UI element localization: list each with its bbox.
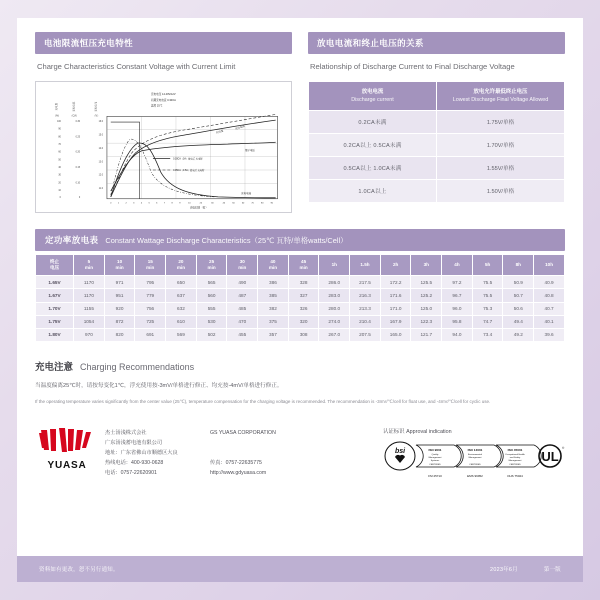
watt-cell: 74.7 [472,315,503,328]
constant-wattage-header [35,229,565,251]
watt-cell: 75.5 [472,276,503,289]
charging-note-en: If the operating temperature varies significantly from the center value (25℃), temperature compensation for the charging voltage is recommended. The recommendation is -3mV/℃/cell for float use, and -4mV/℃/cell for cyclic use. [35,399,491,405]
watt-cell: 779 [135,289,166,302]
discharge-relationship-table [308,81,565,203]
watt-cell: 1054 [74,315,105,328]
watt-cell: 385 [258,289,289,302]
watt-cell: 125.2 [411,289,442,302]
svg-text:（%）: （%） [53,114,61,118]
svg-text:11.0: 11.0 [98,187,104,190]
svg-text:UL: UL [541,448,559,464]
watt-cell: 872 [104,315,135,328]
svg-text:0: 0 [78,196,81,199]
watt-col-header-1: 10 min [104,254,135,275]
company-line [105,468,383,478]
svg-text:90: 90 [58,128,61,131]
svg-text:10: 10 [58,189,61,192]
top-sections [35,32,565,213]
watt-col-header-6: 40 min [258,254,289,275]
charge-curve-svg [36,82,291,212]
watt-header-row [36,254,565,275]
cell-current: 0.5CA以上 1.0CA未满 [309,156,437,179]
svg-text:2: 2 [125,202,127,205]
watt-cell: 122.3 [411,315,442,328]
svg-text:bsi: bsi [394,447,406,455]
svg-text:Environmental: Environmental [468,453,482,456]
ul-mark-icon [539,445,565,467]
cell-current: 1.0CA以上 [309,179,437,202]
watt-cell: 326 [288,302,319,315]
svg-text:90: 90 [270,202,274,205]
bottom-edition: 第一版 [543,567,561,573]
discharge-relationship-header: 放电电流和终止电压的关系 [308,32,565,54]
company-phone: 电话：0757-22620901 [105,470,157,477]
company-line [105,428,383,438]
cert-number-ohs: OHS 75024 [507,473,523,478]
watt-cell: 274.0 [319,315,350,328]
company-info [99,426,383,479]
svg-text:0.15: 0.15 [75,166,81,169]
watt-cell: 328 [288,276,319,289]
watt-cell: 280.0 [319,302,350,315]
table-row [309,110,565,133]
svg-text:Management: Management [428,456,442,459]
constant-wattage-table [35,254,565,342]
svg-text:0.20: 0.20 [75,151,81,154]
watt-cell: 386 [258,276,289,289]
watt-cell: 39.6 [534,328,565,341]
svg-text:（V）: （V） [93,114,100,118]
company-line [105,438,383,448]
watt-col-header-5: 30 min [227,254,258,275]
svg-text:10: 10 [188,202,191,205]
svg-text:0: 0 [110,202,112,205]
watt-cell: 49.2 [503,328,534,341]
constant-wattage-section [35,229,565,342]
watt-cell: 569 [166,328,197,341]
sheet-body [17,18,583,556]
svg-text:ISO 9001: ISO 9001 [428,447,442,452]
watt-cell: 530 [196,315,227,328]
svg-text:CERTIFIED: CERTIFIED [469,463,481,466]
bsi-kitemark-icon [385,442,415,470]
svg-text:CERTIFIED: CERTIFIED [509,463,521,466]
svg-text:6: 6 [156,202,158,205]
watt-col-header-15: 10h [534,254,565,275]
watt-col-header-8: 1h [319,254,350,275]
watt-col-header-final-voltage: 终止 电压 [36,254,74,275]
svg-text:15.0: 15.0 [98,134,104,137]
svg-text:Quality: Quality [431,453,439,456]
discharge-relationship-subtitle: Relationship of Discharge Current to Final Discharge Voltage [310,62,515,71]
svg-text:充电量: 充电量 [55,102,59,111]
svg-text:50: 50 [58,159,61,162]
svg-text:ISO 14001: ISO 14001 [467,447,483,452]
svg-text:9: 9 [179,202,181,205]
svg-text:0.30CA（3A）放电后 充电时: 0.30CA（3A）放电后 充电时 [173,158,203,161]
svg-text:0.05CA（0.5A）放电后 充电时: 0.05CA（0.5A）放电后 充电时 [173,169,205,172]
approval-title-zh: 认证标识 [383,428,405,435]
watt-cell: 632 [166,302,197,315]
svg-text:5: 5 [148,202,150,205]
svg-text:温度 25℃: 温度 25℃ [151,104,163,108]
constant-wattage-title-en: Constant Wattage Discharge Characteristics（25℃ 瓦特/单格watts/Cell） [105,235,348,245]
watt-cell: 490 [227,276,258,289]
watt-col-header-7: 45 min [288,254,319,275]
watt-cell: 382 [258,302,289,315]
svg-text:4: 4 [140,202,143,205]
watt-cell: 40.9 [534,276,565,289]
watt-cell: 971 [104,276,135,289]
watt-col-header-9: 1.5h [350,254,381,275]
svg-text:60: 60 [241,202,245,205]
svg-text:20: 20 [58,182,61,185]
svg-text:3: 3 [133,202,135,205]
svg-text:100: 100 [57,120,61,123]
watt-cell: 637 [166,289,197,302]
table-row [309,179,565,202]
cert-number-fm: FM 45710 [428,473,442,478]
watt-cell: 207.5 [350,328,381,341]
svg-text:充电电流: 充电电流 [241,191,252,195]
watt-col-header-14: 8h [503,254,534,275]
svg-text:0: 0 [59,196,61,199]
svg-text:（CA）: （CA） [70,114,79,118]
table-row [309,133,565,156]
watt-col-header-3: 20 min [166,254,197,275]
svg-text:充电时间（时）: 充电时间（时） [189,206,208,210]
table-header-row [309,81,565,110]
watt-cell: 167.9 [380,315,411,328]
watt-cell: 40.7 [534,302,565,315]
watt-row-label: 1.75V [36,315,74,328]
svg-text:50: 50 [232,202,235,205]
svg-text:Management: Management [508,459,522,462]
watt-cell: 565 [196,276,227,289]
col-header-discharge-current: 放电电流 Discharge current [309,81,437,110]
svg-text:40: 40 [222,202,226,205]
svg-text:7: 7 [163,202,166,205]
svg-text:充电电压: 充电电压 [94,101,98,112]
watt-row-label: 1.65V [36,276,74,289]
datasheet-sheet [17,18,583,582]
watt-cell: 94.0 [442,328,473,341]
watt-cell: 50.9 [503,276,534,289]
watt-cell: 217.5 [350,276,381,289]
watt-cell: 172.2 [380,276,411,289]
watt-cell: 970 [74,328,105,341]
watt-cell: 73.4 [472,328,503,341]
svg-text:30: 30 [58,174,61,177]
watt-cell: 171.0 [380,302,411,315]
charging-note-zh: 当温度偏离25℃时，请按每变化1℃，浮充使用按-3mV/单格进行修正、均充按-4mV/单格进行修正。 [35,383,283,390]
charge-characteristics-subtitle: Charge Characteristics Constant Voltage with Current Limit [37,62,236,71]
watt-cell: 650 [166,276,197,289]
cell-current: 0.2CA未满 [309,110,437,133]
svg-text:初期充电电流 0.30CA: 初期充电电流 0.30CA [151,98,176,102]
watt-table-row [36,315,565,328]
bottom-notice: 资料如有更改，恕不另行通知。 [39,567,119,573]
watt-cell: 283.0 [319,289,350,302]
watt-cell: 455 [227,328,258,341]
svg-text:14.0: 14.0 [98,147,104,150]
company-line [105,458,383,468]
svg-text:Occupational Health: Occupational Health [505,453,525,456]
watt-cell: 96.7 [442,289,473,302]
svg-text:充电电流: 充电电流 [72,101,76,112]
watt-row-label: 1.80V [36,328,74,341]
company-hotline: 热线电话：400-930-0628 [105,460,164,467]
svg-text:20: 20 [199,202,203,205]
table-row [309,156,565,179]
watt-cell: 286.0 [319,276,350,289]
watt-cell: 95.8 [442,315,473,328]
svg-text:®: ® [562,445,565,450]
svg-text:充电电压 14.40V/12V: 充电电压 14.40V/12V [151,92,176,96]
svg-text:70: 70 [251,202,254,205]
svg-text:16.0: 16.0 [98,120,104,123]
svg-text:13.0: 13.0 [98,161,104,164]
company-line [105,448,383,458]
watt-cell: 485 [227,302,258,315]
watt-cell: 795 [135,276,166,289]
company-name-zh: 杰士汤浅株式会社 [105,429,147,436]
watt-cell: 1170 [74,289,105,302]
svg-text:Systems: Systems [430,459,440,462]
approval-title [383,427,565,435]
yuasa-logo [35,426,99,471]
svg-text:70: 70 [58,143,61,146]
discharge-relationship-section [308,32,565,213]
watt-cell: 96.0 [442,302,473,315]
watt-cell: 171.6 [380,289,411,302]
company-subsidiary: 广东汤浅蓄电池有限公司 [105,439,163,446]
col-header-final-voltage: 放电允许最低终止电压 Lowest Discharge Final Voltage Allowed [437,81,565,110]
watt-cell: 165.0 [380,328,411,341]
yuasa-wordmark: YUASA [47,459,87,471]
watt-cell: 725 [135,315,166,328]
watt-cell: 75.3 [472,302,503,315]
svg-text:0.30: 0.30 [75,120,81,123]
watt-cell: 756 [135,302,166,315]
watt-cell: 49.4 [503,315,534,328]
watt-cell: 560 [196,289,227,302]
svg-text:充电量: 充电量 [215,129,224,135]
charge-characteristics-section [35,32,292,213]
company-website[interactable]: http://www.gdyuasa.com [210,470,267,477]
svg-text:ISO 45001: ISO 45001 [507,447,523,452]
bottom-date: 2023年6月 [490,567,518,573]
charging-title-en: Charging Recommendations [80,362,195,373]
watt-cell: 125.5 [411,276,442,289]
watt-cell: 50.6 [503,302,534,315]
charging-title-zh: 充电注意 [35,362,74,374]
yuasa-flame-icon [37,428,97,454]
watt-cell: 40.1 [534,315,565,328]
company-address: 地址：广东省佛山市顺德区大良 [105,449,178,456]
watt-cell: 213.3 [350,302,381,315]
watt-cell: 327 [288,289,319,302]
watt-col-header-10: 2h [380,254,411,275]
watt-cell: 75.5 [472,289,503,302]
watt-table-row [36,289,565,302]
svg-text:CERTIFIED: CERTIFIED [429,463,441,466]
cell-voltage: 1.70V/单格 [437,133,565,156]
svg-text:12.0: 12.0 [98,174,104,177]
watt-table-row [36,302,565,315]
watt-cell: 470 [227,315,258,328]
watt-cell: 97.2 [442,276,473,289]
svg-text:8: 8 [171,202,173,205]
watt-table-row [36,276,565,289]
cell-voltage: 1.75V/单格 [437,110,565,133]
bottom-bar [17,556,583,582]
svg-text:0.25: 0.25 [75,136,81,139]
certification-marks [383,440,565,480]
watt-cell: 951 [104,289,135,302]
charge-characteristics-header: 电池限流恒压充电特性 [35,32,292,54]
svg-text:端子电压: 端子电压 [244,148,255,152]
cert-number-ems: EMS 99952 [467,473,483,478]
cell-voltage: 1.55V/单格 [437,156,565,179]
watt-cell: 210.4 [350,315,381,328]
watt-col-header-2: 15 min [135,254,166,275]
charging-recommendations-section [35,359,565,406]
watt-cell: 50.7 [503,289,534,302]
watt-cell: 610 [166,315,197,328]
watt-cell: 691 [135,328,166,341]
constant-wattage-title-zh: 定功率放电表 [45,234,99,245]
svg-text:30: 30 [211,202,214,205]
svg-text:80: 80 [261,202,264,205]
company-name-en: GS YUASA CORPORATION [210,429,276,436]
watt-col-header-11: 3h [411,254,442,275]
charge-characteristics-chart [35,81,292,213]
approval-indication [383,426,565,480]
watt-cell: 308 [288,328,319,341]
svg-text:Management: Management [468,456,482,459]
cell-voltage: 1.50V/单格 [437,179,565,202]
company-fax: 传真：0757-22635775 [210,460,262,467]
svg-text:40: 40 [58,166,61,169]
svg-text:and Safety: and Safety [509,456,521,459]
watt-row-label: 1.70V [36,302,74,315]
charging-recommendations-header [35,359,565,373]
watt-cell: 920 [104,302,135,315]
watt-cell: 121.7 [411,328,442,341]
footer-company-block [35,426,565,480]
svg-text:充电电流: 充电电流 [234,124,246,131]
svg-text:1: 1 [117,202,120,205]
watt-col-header-4: 25 min [196,254,227,275]
watt-cell: 125.0 [411,302,442,315]
watt-cell: 357 [258,328,289,341]
watt-cell: 216.3 [350,289,381,302]
watt-row-label: 1.67V [36,289,74,302]
watt-cell: 40.8 [534,289,565,302]
watt-cell: 1155 [74,302,105,315]
watt-cell: 487 [227,289,258,302]
approval-title-en: Approval indication [406,428,452,435]
watt-cell: 375 [258,315,289,328]
watt-cell: 502 [196,328,227,341]
watt-col-header-0: 5 min [74,254,105,275]
watt-cell: 267.0 [319,328,350,341]
watt-cell: 555 [196,302,227,315]
svg-text:0.10: 0.10 [75,182,81,185]
watt-col-header-13: 5h [472,254,503,275]
svg-text:60: 60 [58,151,61,154]
watt-table-row [36,328,565,341]
watt-cell: 820 [104,328,135,341]
watt-cell: 1170 [74,276,105,289]
watt-col-header-12: 4h [442,254,473,275]
cell-current: 0.2CA以上 0.5CA未满 [309,133,437,156]
watt-cell: 320 [288,315,319,328]
svg-text:80: 80 [58,136,61,139]
